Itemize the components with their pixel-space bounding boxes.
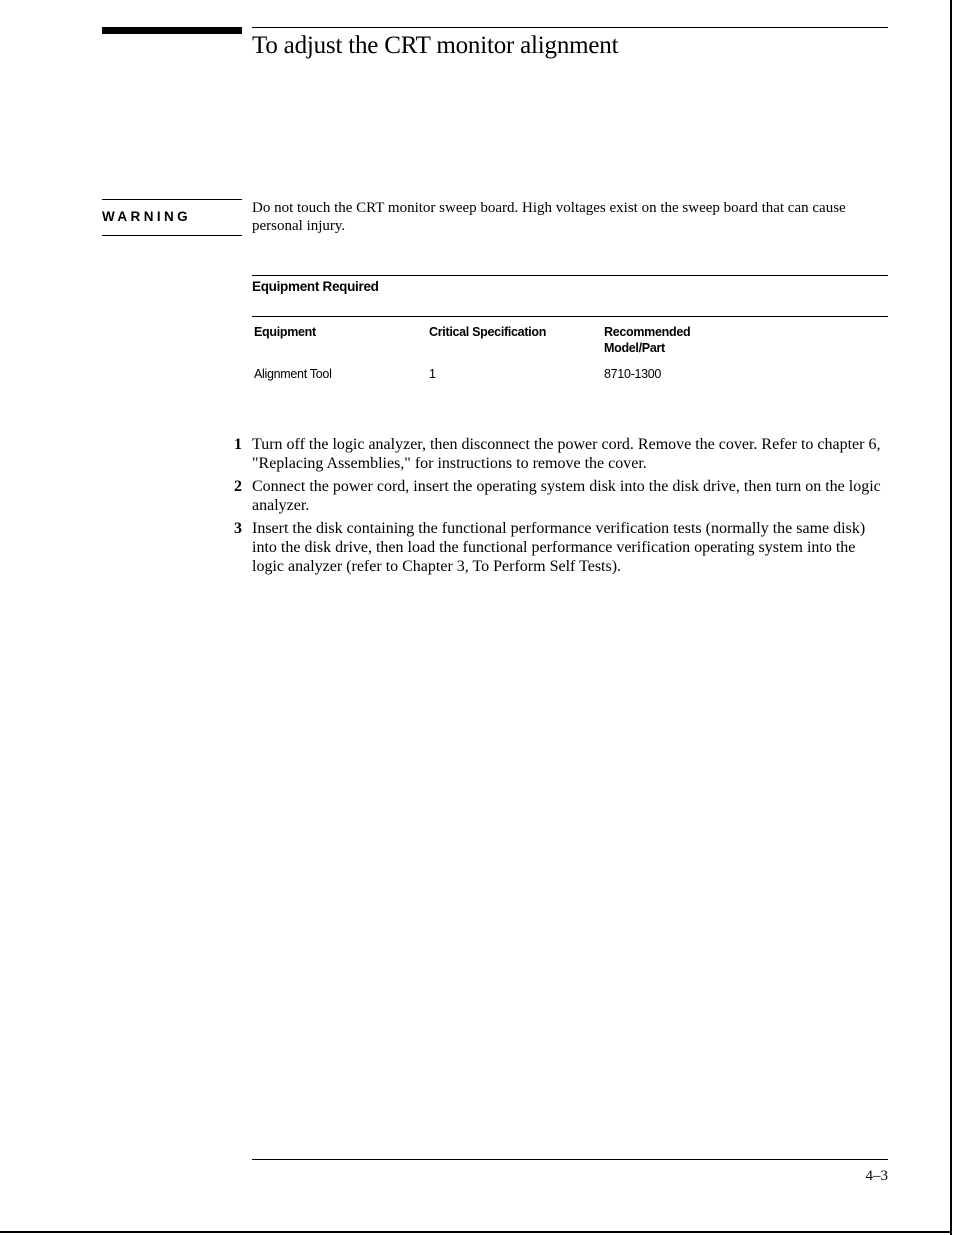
table-cell-equipment: Alignment Tool	[254, 367, 332, 381]
list-item	[0, 435, 954, 473]
step-text: Connect the power cord, insert the operating system disk into the disk drive, then turn on the logic analyzer.	[252, 478, 881, 514]
warning-label: WARNING	[102, 209, 192, 224]
step-number: 1	[234, 436, 242, 453]
title-rule	[252, 27, 888, 28]
warning-rule-top	[102, 199, 242, 200]
table-header-critical-spec: Critical Specification	[429, 325, 547, 339]
table-header-model-part: Recommended Model/Part	[604, 325, 691, 355]
step-text: Turn off the logic analyzer, then disconnect the power cord. Remove the cover. Refer to chapter 6, "Replacing Assemblies," for instructions to remove the cover.	[252, 436, 881, 472]
step-number: 3	[234, 520, 242, 537]
step-text: Insert the disk containing the functional performance verification tests (normally the same disk) into the disk drive, then load the functional performance verification operating system into the logic analyzer (refer to Chapter 3, To Perform Self Tests).	[252, 520, 866, 575]
page-edge-right	[950, 0, 952, 1235]
title-bar-accent	[102, 27, 242, 34]
list-item	[0, 519, 954, 576]
table-cell-critical-spec: 1	[429, 367, 436, 381]
table-header-equipment: Equipment	[254, 325, 316, 339]
warning-text: Do not touch the CRT monitor sweep board. High voltages exist on the sweep board that can cause personal injury.	[252, 200, 846, 234]
procedure-steps	[0, 435, 954, 580]
equipment-rule-mid	[252, 316, 888, 317]
list-item	[0, 477, 954, 515]
equipment-heading: Equipment Required	[252, 279, 379, 294]
table-cell-model-part: 8710-1300	[604, 367, 662, 381]
footer-rule	[252, 1159, 888, 1160]
page-edge-bottom	[0, 1231, 952, 1233]
step-number: 2	[234, 478, 242, 495]
page-title: To adjust the CRT monitor alignment	[252, 32, 619, 59]
warning-rule-bottom	[102, 235, 242, 236]
page-number: 4–3	[865, 1168, 888, 1184]
equipment-rule-top	[252, 275, 888, 276]
